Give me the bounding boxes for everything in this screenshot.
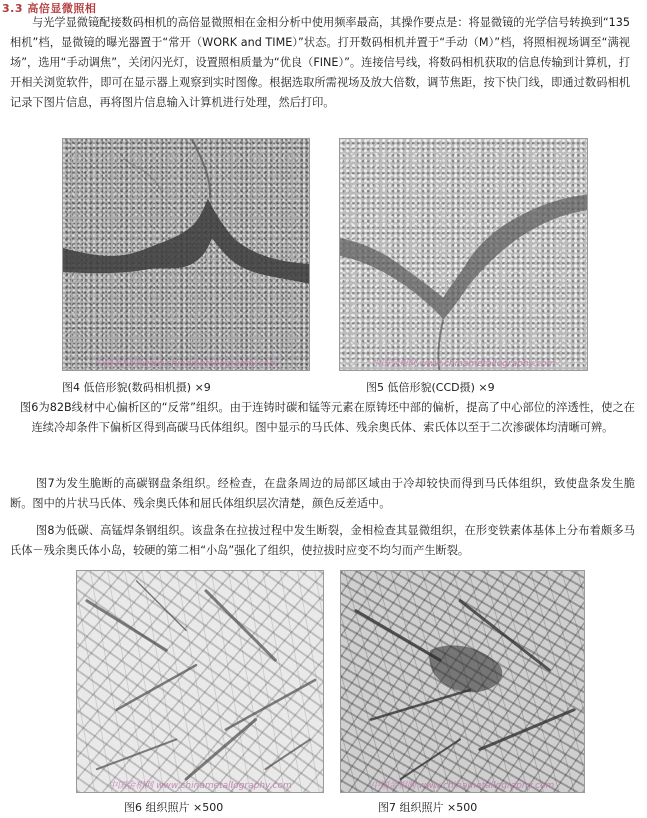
figure-5-image: [339, 138, 588, 371]
figure-6-image: [76, 570, 324, 793]
figure-5-watermark: 中国金相网 www.chinametallography.com: [371, 359, 556, 369]
grain-boundary-drawing: [63, 139, 309, 370]
section-heading: 3.3 高倍显微照相: [2, 2, 97, 15]
figure-7-image: [340, 570, 585, 793]
figure-7-caption: 图7 组织照片 ×500: [378, 801, 478, 814]
paragraph-figure-7: 图7为发生脆断的高碳钢盘条组织。经检查，在盘条周边的局部区域由于冷却较快而得到马氏体组织，致使盘条发生脆断。图中的片状马氏体、残余奥氏体和屈氏体组织层次清楚，颜色反差适中。: [10, 477, 635, 510]
figure-5-caption: 图5 低倍形貌(CCD摄) ×9: [366, 381, 495, 394]
paragraph-procedure: 与光学显微镜配接数码相机的高倍显微照相在金相分析中使用频率最高，其操作要点是：将显微镜的光学信号转换到“135相机”档，显微镜的曝光器置于“常开（WORK and TIME）”状态。打开数码相机并置于“手动（M）”档，将照相视场调至“满视场”，选用“手动调焦”，关闭闪光灯，设置照相质量为“优良（FINE）”。连接信号线，将数码相机获取的信息传输到计算机，打开相关浏览软件，即可在显示器上观察到实时图像。根据选取所需视场及放大倍数，调节焦距，按下快门线，即通过数码相机记录下图片信息，再将图片信息输入计算机进行处理，然后打印。: [10, 16, 630, 109]
martensite-needles-drawing: [77, 571, 323, 792]
martensite-needles-drawing: [341, 571, 584, 792]
figure-6-watermark: 中国金相网 www.chinametallography.com: [108, 781, 292, 791]
paragraph-figure-6: 图6为82B线材中心偏析区的“反常”组织。由于连铸时碳和锰等元素在原铸坯中部的偏析，提高了中心部位的淬透性，使之在连续冷却条件下偏析区得到高碳马氏体组织。图中显示的马氏体、残余奥氏体、索氏体以至于二次渗碳体均清晰可辨。: [20, 401, 635, 434]
figure-4-caption: 图4 低倍形貌(数码相机摄) ×9: [62, 381, 211, 394]
figure-6-caption: 图6 组织照片 ×500: [124, 801, 224, 814]
figure-7-watermark: 中国金相网 www.chinametallography.com: [370, 781, 555, 791]
figure-4-image: [62, 138, 310, 371]
paragraph-figure-8: 图8为低碳、高锰焊条钢组织。该盘条在拉拔过程中发生断裂，金相检查其显微组织，在形变铁素体基体上分布着颇多马氏体－残余奥氏体小岛，较硬的第二相“小岛”强化了组织，使拉拔时应变不均匀而产生断裂。: [10, 524, 635, 557]
figure-4-watermark: 中国金相网 www.chinametallography.com: [94, 359, 278, 369]
grain-boundary-drawing: [340, 139, 587, 370]
